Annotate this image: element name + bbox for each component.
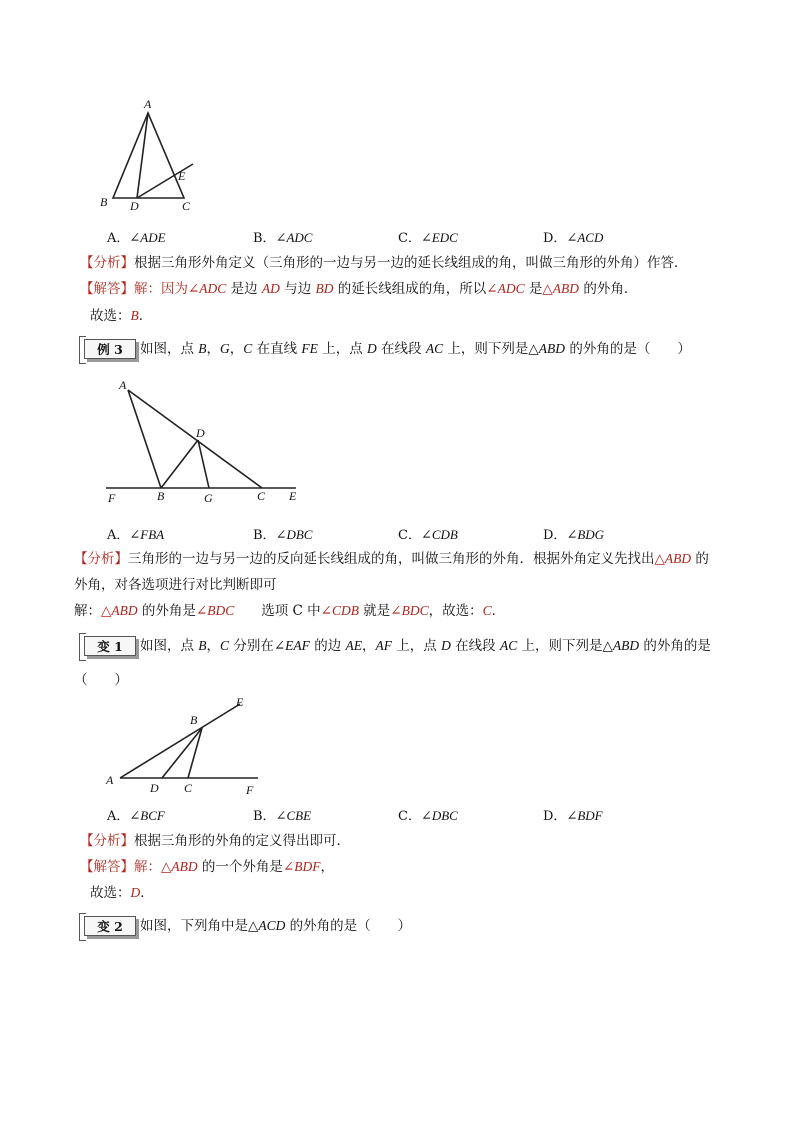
option-b[interactable] — [253, 227, 312, 246]
answer-letter: B — [130, 308, 139, 323]
option-angle: ∠EDC — [420, 230, 458, 245]
option-angle: ∠DBC — [420, 808, 458, 823]
solution-text: 是 — [524, 281, 543, 297]
question-var: AC — [425, 341, 444, 356]
solution-angle: ∠ADC — [486, 281, 525, 296]
variant1-answer — [90, 883, 154, 903]
option-angle: ∠FBA — [129, 527, 165, 542]
analysis-triangle: △ABD — [654, 551, 692, 566]
question-var: FE — [301, 341, 318, 356]
analysis-tag: 【分析】 — [74, 551, 128, 567]
label-c: C — [184, 781, 193, 795]
example3-analysis-line1 — [74, 549, 709, 569]
label-b: B — [190, 713, 198, 727]
label-c: C — [182, 199, 191, 213]
solution-text: 解： — [74, 603, 101, 619]
question-var: AC — [499, 638, 518, 653]
option-letter: C． — [398, 809, 421, 824]
solution-text: 的一个外角是 — [197, 859, 283, 875]
ray-ae — [120, 704, 240, 778]
option-a[interactable] — [107, 227, 166, 246]
question-text: 在直线 — [252, 341, 302, 357]
option-letter: B． — [253, 809, 276, 824]
option-letter: D． — [543, 231, 567, 246]
option-letter: D． — [543, 809, 567, 824]
solution-text: 是边 — [226, 281, 262, 297]
analysis-text: 三角形的一边与另一边的反向延长线组成的角，叫做三角形的外角．根据外角定义先找出 — [128, 551, 655, 567]
option-d[interactable] — [543, 524, 604, 543]
question-text: 上，则下列是 — [443, 341, 529, 357]
option-c[interactable] — [398, 524, 458, 543]
option-letter: B． — [253, 231, 276, 246]
question-text: 的边 — [309, 638, 346, 654]
solution-tag: 【解答】 — [80, 859, 134, 875]
question-text: 在线段 — [450, 638, 500, 654]
solution-text: ，故选： — [428, 603, 483, 619]
example3-analysis-line2: 外角，对各选项进行对比判断即可 — [74, 577, 277, 593]
question-text: 上，点 — [392, 638, 442, 654]
question-var: △ABD — [602, 638, 640, 653]
label-g: G — [204, 491, 213, 505]
option-a[interactable] — [107, 805, 165, 824]
variant1-solution — [80, 857, 334, 877]
segment-bd — [161, 440, 198, 488]
option-c[interactable] — [398, 805, 458, 824]
variant1-analysis — [80, 831, 350, 851]
segment-ac — [128, 390, 262, 488]
variant1-question-line2: （ ） — [74, 672, 128, 688]
solution-text: 与边 — [279, 281, 316, 297]
question-text: 如图，点 — [140, 341, 199, 357]
label-e: E — [178, 169, 186, 183]
question-text: 的外角的是（ ） — [565, 341, 691, 357]
answer-prefix: 故选： — [90, 885, 131, 901]
solution-angle: ∠BDC — [390, 603, 429, 618]
question-var: △ACD — [248, 918, 286, 933]
label-e: E — [236, 695, 244, 709]
solution-answer: C — [482, 603, 492, 618]
solution-text: 解： — [134, 859, 161, 875]
answer-letter: D — [130, 885, 141, 900]
solution-angle: ∠ADC — [188, 281, 227, 296]
question-var: D — [441, 638, 451, 653]
option-b[interactable] — [253, 805, 311, 824]
analysis-text: 根据三角形的外角的定义得出即可． — [134, 833, 350, 849]
option-angle: ∠ADC — [275, 230, 313, 245]
question-text: 分别在 — [229, 638, 274, 654]
option-letter: A． — [107, 809, 130, 824]
label-a: A — [119, 378, 127, 392]
question-text: 上，则下列是 — [517, 638, 603, 654]
line-figure-fe — [100, 372, 310, 512]
option-letter: A． — [107, 231, 130, 246]
question-var: AF — [375, 638, 393, 653]
question-text: ， — [206, 638, 221, 654]
question-var: ∠EAF — [273, 638, 310, 653]
question-text: 如图，下列角中是 — [140, 918, 248, 934]
question-text: 的外角的是（ ） — [285, 918, 412, 934]
label-b: B — [157, 489, 165, 503]
option-c[interactable] — [398, 227, 458, 246]
question-var: G — [220, 341, 230, 356]
option-angle: ∠ACD — [566, 230, 604, 245]
solution-text: ， — [320, 859, 334, 875]
question-text: ， — [229, 341, 244, 357]
angle-figure-eaf — [100, 692, 270, 802]
option-angle: ∠BDG — [566, 527, 605, 542]
question-var: C — [243, 341, 253, 356]
option-angle: ∠DBC — [275, 527, 313, 542]
solution-text: 选项 C 中 — [234, 603, 321, 619]
option-angle: ∠CBE — [275, 808, 312, 823]
option-letter: A． — [107, 528, 130, 543]
answer-suffix: ． — [140, 885, 154, 901]
solution-text: 的外角． — [579, 281, 638, 297]
option-angle: ∠BDF — [566, 808, 603, 823]
option-letter: D． — [543, 528, 567, 543]
option-d[interactable] — [543, 805, 603, 824]
label-d: D — [130, 199, 139, 213]
example2-analysis — [80, 253, 688, 273]
option-letter: C． — [398, 528, 421, 543]
solution-text: 的延长线组成的角，所以 — [333, 281, 487, 297]
answer-suffix: ． — [138, 308, 153, 324]
solution-text: 解：因为 — [134, 281, 188, 297]
question-var: AE — [345, 638, 363, 653]
variant1-question — [140, 636, 711, 656]
solution-angle: ∠BDC — [195, 603, 235, 618]
solution-text: 的外角是 — [137, 603, 196, 619]
option-angle: ∠BCF — [129, 808, 165, 823]
question-var: B — [198, 341, 207, 356]
segment-bd — [162, 728, 202, 778]
solution-tag: 【解答】 — [80, 281, 134, 297]
label-d: D — [196, 426, 205, 440]
example2-answer — [90, 306, 152, 326]
triangle-abc-shape — [113, 113, 184, 198]
label-a: A — [106, 773, 114, 787]
question-var: D — [367, 341, 377, 356]
label-b: B — [100, 195, 108, 209]
analysis-tag: 【分析】 — [80, 833, 134, 849]
example3-question — [140, 339, 691, 359]
option-letter: B． — [253, 528, 276, 543]
example3-solution — [74, 601, 505, 621]
solution-text: 就是 — [358, 603, 391, 619]
option-letter: C． — [398, 231, 421, 246]
question-text: ， — [362, 638, 376, 654]
solution-triangle: △ABD — [101, 603, 138, 618]
solution-angle: ∠CDB — [320, 603, 359, 618]
question-text: 在线段 — [376, 341, 426, 357]
question-text: ， — [206, 341, 221, 357]
option-angle: ∠CDB — [420, 527, 458, 542]
analysis-text: 的 — [691, 551, 709, 567]
triangle-figure-abc — [96, 96, 206, 216]
solution-text: ． — [491, 603, 506, 619]
solution-segment: BD — [315, 281, 334, 296]
question-text: 如图，点 — [140, 638, 199, 654]
label-e: E — [289, 489, 297, 503]
option-a[interactable] — [107, 524, 164, 543]
option-b[interactable] — [253, 524, 312, 543]
question-var: B — [198, 638, 207, 653]
analysis-text: 根据三角形外角定义（三角形的一边与另一边的延长线组成的角，叫做三角形的外角）作答． — [134, 255, 688, 271]
label-d: D — [150, 781, 159, 795]
example3-badge: 例 3 — [84, 339, 136, 359]
example2-solution — [80, 279, 637, 299]
variant2-badge: 变 2 — [84, 916, 136, 936]
label-f: F — [246, 783, 254, 797]
answer-prefix: 故选： — [90, 308, 131, 324]
question-var: △ABD — [528, 341, 566, 356]
variant1-badge: 变 1 — [84, 636, 136, 656]
variant2-question — [140, 916, 411, 936]
solution-angle: ∠BDF — [282, 859, 321, 874]
solution-triangle: △ABD — [161, 859, 198, 874]
question-text: 上，点 — [317, 341, 367, 357]
label-a: A — [144, 97, 152, 111]
question-var: C — [220, 638, 230, 653]
question-text: 的外角的是 — [639, 638, 711, 654]
solution-triangle: △ABD — [542, 281, 580, 296]
label-f: F — [108, 491, 116, 505]
segment-ab — [128, 390, 161, 488]
analysis-tag: 【分析】 — [80, 255, 134, 271]
label-c: C — [257, 489, 266, 503]
solution-segment: AD — [261, 281, 280, 296]
option-d[interactable] — [543, 227, 603, 246]
option-angle: ∠ADE — [129, 230, 166, 245]
